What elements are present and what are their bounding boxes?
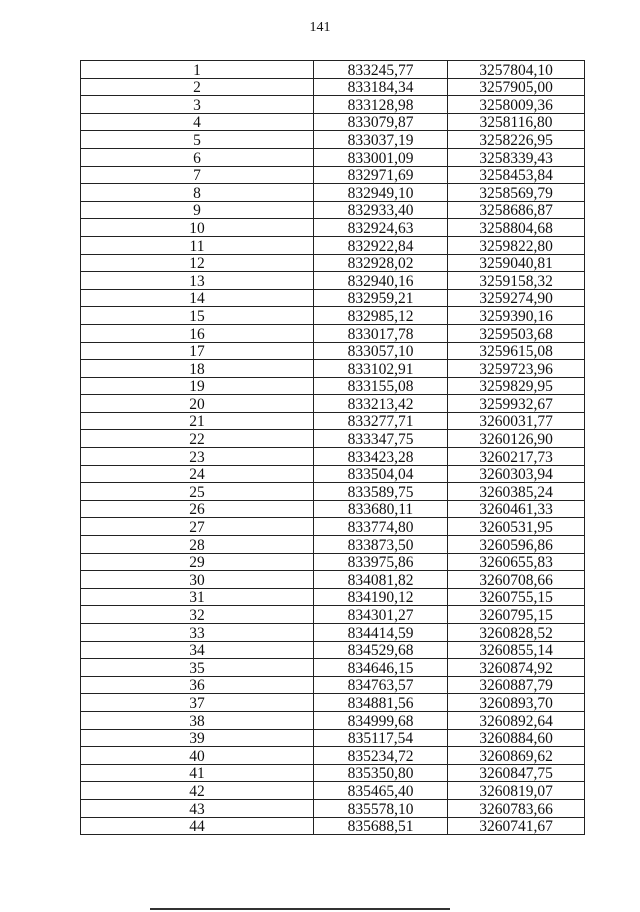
table-row [81, 61, 585, 79]
point-number-cell: 18 [81, 360, 314, 378]
point-number-cell: 6 [81, 148, 314, 166]
table-row [81, 659, 585, 677]
point-number-cell: 30 [81, 571, 314, 589]
y-coordinate-cell: 3258569,79 [448, 184, 585, 202]
point-number-cell: 19 [81, 377, 314, 395]
y-coordinate-cell: 3260708,66 [448, 571, 585, 589]
table-row [81, 588, 585, 606]
y-coordinate-cell: 3260303,94 [448, 465, 585, 483]
x-coordinate-cell: 833057,10 [314, 342, 448, 360]
x-coordinate-cell: 833079,87 [314, 113, 448, 131]
y-coordinate-cell: 3260892,64 [448, 711, 585, 729]
table-row [81, 571, 585, 589]
table-row [81, 219, 585, 237]
x-coordinate-cell: 834763,57 [314, 676, 448, 694]
table-row [81, 430, 585, 448]
x-coordinate-cell: 835117,54 [314, 729, 448, 747]
table-row [81, 289, 585, 307]
table-row [81, 676, 585, 694]
y-coordinate-cell: 3260596,86 [448, 536, 585, 554]
table-row [81, 764, 585, 782]
point-number-cell: 34 [81, 641, 314, 659]
table-row [81, 694, 585, 712]
table-row [81, 500, 585, 518]
y-coordinate-cell: 3258686,87 [448, 201, 585, 219]
x-coordinate-cell: 832959,21 [314, 289, 448, 307]
x-coordinate-cell: 832933,40 [314, 201, 448, 219]
y-coordinate-cell: 3258804,68 [448, 219, 585, 237]
x-coordinate-cell: 834646,15 [314, 659, 448, 677]
x-coordinate-cell: 833277,71 [314, 412, 448, 430]
x-coordinate-cell: 833184,34 [314, 78, 448, 96]
point-number-cell: 27 [81, 518, 314, 536]
point-number-cell: 44 [81, 817, 314, 835]
y-coordinate-cell: 3259829,95 [448, 377, 585, 395]
x-coordinate-cell: 834414,59 [314, 624, 448, 642]
point-number-cell: 22 [81, 430, 314, 448]
y-coordinate-cell: 3260847,75 [448, 764, 585, 782]
point-number-cell: 8 [81, 184, 314, 202]
y-coordinate-cell: 3259932,67 [448, 395, 585, 413]
point-number-cell: 32 [81, 606, 314, 624]
table-row [81, 324, 585, 342]
point-number-cell: 1 [81, 61, 314, 79]
point-number-cell: 23 [81, 448, 314, 466]
y-coordinate-cell: 3258339,43 [448, 148, 585, 166]
point-number-cell: 9 [81, 201, 314, 219]
y-coordinate-cell: 3259158,32 [448, 272, 585, 290]
point-number-cell: 42 [81, 782, 314, 800]
point-number-cell: 36 [81, 676, 314, 694]
table-row [81, 518, 585, 536]
point-number-cell: 5 [81, 131, 314, 149]
point-number-cell: 37 [81, 694, 314, 712]
table-row [81, 412, 585, 430]
point-number-cell: 29 [81, 553, 314, 571]
y-coordinate-cell: 3258009,36 [448, 96, 585, 114]
bottom-rule [150, 908, 450, 910]
point-number-cell: 31 [81, 588, 314, 606]
y-coordinate-cell: 3260884,60 [448, 729, 585, 747]
table-row [81, 624, 585, 642]
y-coordinate-cell: 3258116,80 [448, 113, 585, 131]
point-number-cell: 20 [81, 395, 314, 413]
x-coordinate-cell: 832971,69 [314, 166, 448, 184]
table-row [81, 395, 585, 413]
point-number-cell: 17 [81, 342, 314, 360]
point-number-cell: 3 [81, 96, 314, 114]
y-coordinate-cell: 3259503,68 [448, 324, 585, 342]
x-coordinate-cell: 833245,77 [314, 61, 448, 79]
x-coordinate-cell: 834881,56 [314, 694, 448, 712]
x-coordinate-cell: 832940,16 [314, 272, 448, 290]
y-coordinate-cell: 3260217,73 [448, 448, 585, 466]
x-coordinate-cell: 833347,75 [314, 430, 448, 448]
x-coordinate-cell: 832922,84 [314, 236, 448, 254]
coordinates-table [80, 60, 585, 835]
table-row [81, 96, 585, 114]
y-coordinate-cell: 3260783,66 [448, 799, 585, 817]
point-number-cell: 13 [81, 272, 314, 290]
y-coordinate-cell: 3260869,62 [448, 747, 585, 765]
y-coordinate-cell: 3260855,14 [448, 641, 585, 659]
point-number-cell: 26 [81, 500, 314, 518]
page-number: 141 [309, 20, 331, 35]
y-coordinate-cell: 3258453,84 [448, 166, 585, 184]
y-coordinate-cell: 3259390,16 [448, 307, 585, 325]
y-coordinate-cell: 3259615,08 [448, 342, 585, 360]
y-coordinate-cell: 3260828,52 [448, 624, 585, 642]
table-row [81, 448, 585, 466]
table-row [81, 606, 585, 624]
x-coordinate-cell: 833102,91 [314, 360, 448, 378]
x-coordinate-cell: 834081,82 [314, 571, 448, 589]
x-coordinate-cell: 834301,27 [314, 606, 448, 624]
table-row [81, 483, 585, 501]
table-row [81, 78, 585, 96]
table-row [81, 148, 585, 166]
x-coordinate-cell: 832985,12 [314, 307, 448, 325]
y-coordinate-cell: 3259040,81 [448, 254, 585, 272]
point-number-cell: 7 [81, 166, 314, 184]
point-number-cell: 16 [81, 324, 314, 342]
point-number-cell: 11 [81, 236, 314, 254]
table-row [81, 747, 585, 765]
y-coordinate-cell: 3258226,95 [448, 131, 585, 149]
y-coordinate-cell: 3260819,07 [448, 782, 585, 800]
x-coordinate-cell: 832949,10 [314, 184, 448, 202]
x-coordinate-cell: 833001,09 [314, 148, 448, 166]
x-coordinate-cell: 833975,86 [314, 553, 448, 571]
point-number-cell: 25 [81, 483, 314, 501]
x-coordinate-cell: 835688,51 [314, 817, 448, 835]
table-row [81, 166, 585, 184]
y-coordinate-cell: 3259723,96 [448, 360, 585, 378]
point-number-cell: 33 [81, 624, 314, 642]
x-coordinate-cell: 834529,68 [314, 641, 448, 659]
table-row [81, 641, 585, 659]
y-coordinate-cell: 3257804,10 [448, 61, 585, 79]
table-row [81, 272, 585, 290]
table-row [81, 729, 585, 747]
y-coordinate-cell: 3260887,79 [448, 676, 585, 694]
x-coordinate-cell: 833680,11 [314, 500, 448, 518]
x-coordinate-cell: 833423,28 [314, 448, 448, 466]
table-row [81, 782, 585, 800]
table-row [81, 553, 585, 571]
point-number-cell: 2 [81, 78, 314, 96]
y-coordinate-cell: 3260893,70 [448, 694, 585, 712]
point-number-cell: 12 [81, 254, 314, 272]
y-coordinate-cell: 3260126,90 [448, 430, 585, 448]
x-coordinate-cell: 832924,63 [314, 219, 448, 237]
x-coordinate-cell: 835578,10 [314, 799, 448, 817]
point-number-cell: 41 [81, 764, 314, 782]
x-coordinate-cell: 833589,75 [314, 483, 448, 501]
table-row [81, 201, 585, 219]
table-row [81, 817, 585, 835]
point-number-cell: 24 [81, 465, 314, 483]
y-coordinate-cell: 3260874,92 [448, 659, 585, 677]
x-coordinate-cell: 835350,80 [314, 764, 448, 782]
table-row [81, 184, 585, 202]
point-number-cell: 10 [81, 219, 314, 237]
x-coordinate-cell: 833213,42 [314, 395, 448, 413]
point-number-cell: 21 [81, 412, 314, 430]
point-number-cell: 38 [81, 711, 314, 729]
point-number-cell: 35 [81, 659, 314, 677]
table-row [81, 799, 585, 817]
point-number-cell: 39 [81, 729, 314, 747]
y-coordinate-cell: 3260655,83 [448, 553, 585, 571]
x-coordinate-cell: 833155,08 [314, 377, 448, 395]
y-coordinate-cell: 3260531,95 [448, 518, 585, 536]
table-row [81, 342, 585, 360]
y-coordinate-cell: 3260755,15 [448, 588, 585, 606]
point-number-cell: 43 [81, 799, 314, 817]
table-row [81, 113, 585, 131]
x-coordinate-cell: 833504,04 [314, 465, 448, 483]
x-coordinate-cell: 833774,80 [314, 518, 448, 536]
point-number-cell: 15 [81, 307, 314, 325]
y-coordinate-cell: 3260385,24 [448, 483, 585, 501]
x-coordinate-cell: 833873,50 [314, 536, 448, 554]
y-coordinate-cell: 3259274,90 [448, 289, 585, 307]
table-row [81, 254, 585, 272]
point-number-cell: 14 [81, 289, 314, 307]
table-row [81, 536, 585, 554]
point-number-cell: 40 [81, 747, 314, 765]
table-row [81, 377, 585, 395]
x-coordinate-cell: 834999,68 [314, 711, 448, 729]
table-row [81, 360, 585, 378]
table-row [81, 465, 585, 483]
table-row [81, 236, 585, 254]
y-coordinate-cell: 3259822,80 [448, 236, 585, 254]
table-row [81, 307, 585, 325]
x-coordinate-cell: 835465,40 [314, 782, 448, 800]
coordinates-table-body [81, 61, 585, 835]
point-number-cell: 4 [81, 113, 314, 131]
y-coordinate-cell: 3260741,67 [448, 817, 585, 835]
y-coordinate-cell: 3260031,77 [448, 412, 585, 430]
y-coordinate-cell: 3260795,15 [448, 606, 585, 624]
point-number-cell: 28 [81, 536, 314, 554]
y-coordinate-cell: 3260461,33 [448, 500, 585, 518]
x-coordinate-cell: 834190,12 [314, 588, 448, 606]
x-coordinate-cell: 832928,02 [314, 254, 448, 272]
x-coordinate-cell: 833037,19 [314, 131, 448, 149]
table-row [81, 131, 585, 149]
x-coordinate-cell: 833017,78 [314, 324, 448, 342]
y-coordinate-cell: 3257905,00 [448, 78, 585, 96]
x-coordinate-cell: 835234,72 [314, 747, 448, 765]
x-coordinate-cell: 833128,98 [314, 96, 448, 114]
table-row [81, 711, 585, 729]
